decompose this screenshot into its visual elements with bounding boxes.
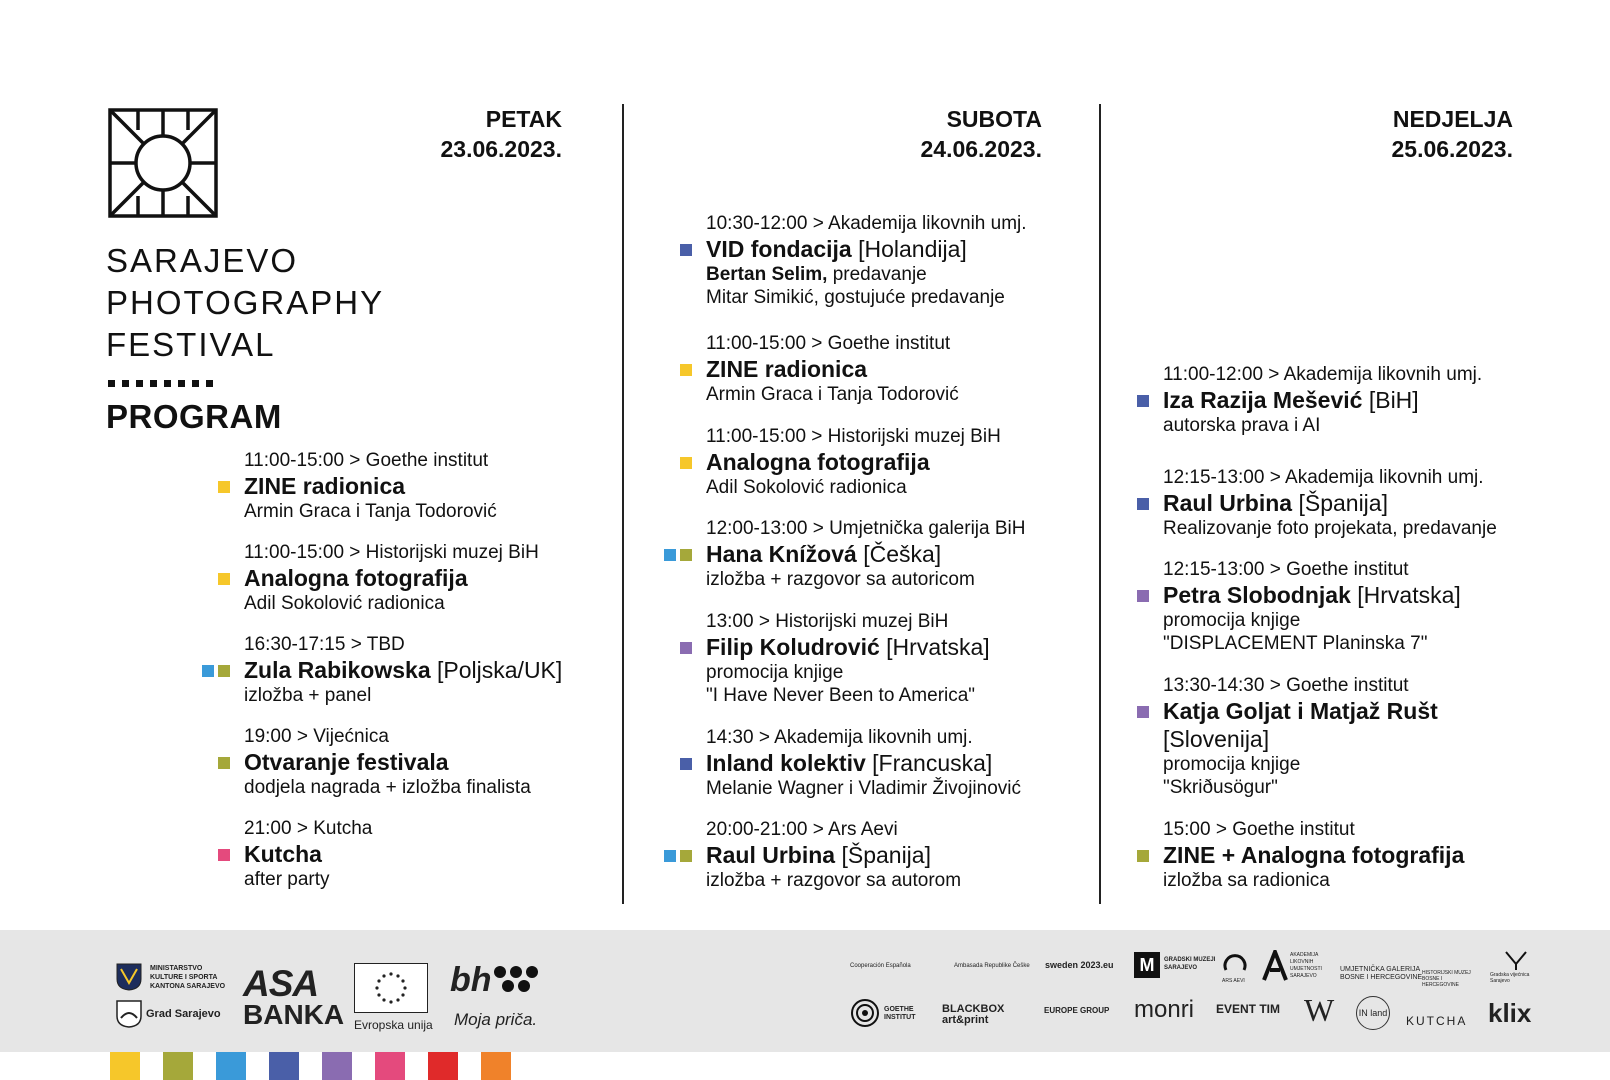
event-title bbox=[244, 656, 562, 684]
swatch-blue bbox=[216, 1052, 246, 1080]
swatch-navy bbox=[269, 1052, 299, 1080]
event-category-markers bbox=[1137, 395, 1149, 407]
category-marker-olive bbox=[680, 850, 692, 862]
event-category-markers bbox=[1137, 590, 1149, 602]
sponsor-cz-embassy: Ambasada Republike Češke bbox=[954, 963, 1030, 969]
sponsor-event-tim: EVENT TIM bbox=[1216, 1002, 1281, 1016]
event-title bbox=[706, 540, 1025, 568]
sponsor-ars-aevi: ARS AEVI bbox=[1222, 978, 1245, 984]
event-title-name: Analogna fotografija bbox=[244, 565, 468, 591]
event-category-markers bbox=[218, 481, 230, 493]
event-time-location: 12:15-13:00 > Goethe institut bbox=[1163, 559, 1409, 580]
event-time-location: 11:00-12:00 > Akademija likovnih umj. bbox=[1163, 364, 1483, 385]
event-title-name: Raul Urbina bbox=[1163, 490, 1293, 516]
event-category-markers bbox=[664, 549, 692, 561]
vijecnica-icon bbox=[1504, 950, 1528, 970]
event-country: [BiH] bbox=[1362, 387, 1419, 413]
alu-icon bbox=[1262, 950, 1288, 982]
event-title bbox=[706, 448, 1001, 476]
event-category-markers bbox=[218, 757, 230, 769]
program-event bbox=[1163, 675, 1438, 799]
category-marker-blue bbox=[664, 549, 676, 561]
event-time-location: 15:00 > Goethe institut bbox=[1163, 819, 1355, 840]
event-title bbox=[706, 235, 1027, 263]
event-title bbox=[1163, 489, 1497, 517]
program-event bbox=[244, 634, 562, 707]
event-description: dodjela nagrada + izložba finalista bbox=[244, 777, 531, 798]
category-marker-blue bbox=[202, 665, 214, 677]
grad-crest-icon bbox=[116, 1000, 142, 1028]
event-country: [Hrvatska] bbox=[879, 634, 990, 660]
sponsor-europe-group: EUROPE GROUP bbox=[1044, 1006, 1110, 1015]
bh-logo-text: bh bbox=[450, 961, 492, 999]
gradski-muzeji-icon: M bbox=[1134, 952, 1160, 978]
event-description: promocija knjige bbox=[1163, 610, 1301, 631]
day-date: 23.06.2023. bbox=[440, 136, 562, 162]
category-marker-olive bbox=[1137, 850, 1149, 862]
banka-logo-text: BANKA bbox=[243, 999, 345, 1030]
program-event bbox=[706, 819, 961, 892]
event-time-location: 12:00-13:00 > Umjetnička galerija BiH bbox=[706, 518, 1026, 539]
event-description: "DISPLACEMENT Planinska 7" bbox=[1163, 633, 1428, 654]
swatch-orange bbox=[481, 1052, 511, 1080]
event-description: Realizovanje foto projekata, predavanje bbox=[1163, 518, 1497, 539]
bh-dots-icon bbox=[492, 964, 540, 994]
program-event bbox=[706, 611, 990, 707]
event-description: Melanie Wagner i Vladimir Živojinović bbox=[706, 778, 1022, 799]
sponsor-blackbox: BLACKBOX art&print bbox=[942, 1003, 1005, 1026]
event-description: autorska prava i AI bbox=[1163, 415, 1321, 436]
event-time-location: 20:00-21:00 > Ars Aevi bbox=[706, 819, 898, 840]
category-marker-yellow bbox=[680, 457, 692, 469]
category-marker-pink bbox=[218, 849, 230, 861]
category-marker-olive bbox=[218, 665, 230, 677]
sponsor-gradski-muzeji: GRADSKI MUZEJI SARAJEVO bbox=[1164, 957, 1216, 971]
event-country: [Francuska] bbox=[865, 750, 993, 776]
category-marker-yellow bbox=[218, 573, 230, 585]
sponsor-klix: klix bbox=[1488, 998, 1532, 1028]
swatch-purple bbox=[322, 1052, 352, 1080]
sponsor-ugbih: UMJETNIČKA GALERIJA BOSNE I HERCEGOVINE bbox=[1340, 966, 1423, 981]
event-title bbox=[244, 564, 539, 592]
event-title bbox=[706, 749, 1021, 777]
category-marker-yellow bbox=[680, 364, 692, 376]
asa-logo-text: ASA bbox=[243, 963, 319, 1004]
festival-logo-icon bbox=[108, 108, 218, 218]
event-speaker-role: predavanje bbox=[827, 264, 927, 285]
event-title-name: Petra Slobodnjak bbox=[1163, 582, 1351, 608]
event-time-location: 11:00-15:00 > Goethe institut bbox=[706, 333, 951, 354]
sponsor-strip bbox=[0, 930, 1610, 1052]
festival-title bbox=[106, 240, 384, 366]
event-title bbox=[706, 633, 990, 661]
event-title-name: Analogna fotografija bbox=[706, 449, 930, 475]
event-description: Mitar Simikić, gostujuće predavanje bbox=[706, 287, 1005, 308]
event-category-markers bbox=[1137, 706, 1149, 718]
event-title-name: Kutcha bbox=[244, 841, 322, 867]
event-description: "Skriðusögur" bbox=[1163, 777, 1278, 798]
event-description: Adil Sokolović radionica bbox=[244, 593, 445, 614]
program-event bbox=[244, 818, 372, 891]
sponsor-monri: monri bbox=[1134, 996, 1195, 1023]
event-title bbox=[1163, 386, 1482, 414]
event-description: izložba + razgovor sa autorom bbox=[706, 870, 962, 891]
event-time-location: 13:00 > Historijski muzej BiH bbox=[706, 611, 949, 632]
program-heading: PROGRAM bbox=[106, 398, 282, 435]
event-country: [Španija] bbox=[835, 842, 931, 868]
event-title-name: ZINE + Analogna fotografija bbox=[1163, 842, 1465, 868]
event-description: promocija knjige bbox=[1163, 754, 1301, 775]
program-event bbox=[1163, 467, 1497, 540]
event-title-name: Otvaranje festivala bbox=[244, 749, 449, 775]
event-description: Armin Graca i Tanja Todorović bbox=[706, 384, 959, 405]
event-title-name: VID fondacija bbox=[706, 236, 852, 262]
bh-tagline: Moja priča. bbox=[454, 1010, 538, 1029]
category-marker-blue bbox=[664, 850, 676, 862]
festival-title-line: PHOTOGRAPHY bbox=[106, 284, 385, 321]
sponsor-hmbih: HISTORIJSKI MUZEJ BOSNE I HERCEGOVINE bbox=[1422, 970, 1471, 988]
event-description: Adil Sokolović radionica bbox=[706, 477, 907, 498]
event-description: izložba sa radionica bbox=[1163, 870, 1330, 891]
sponsor-inland: IN land bbox=[1356, 996, 1390, 1030]
sponsor-alu: AKADEMIJA LIKOVNIH UMJETNOSTI SARAJEVO bbox=[1290, 952, 1322, 979]
event-category-markers bbox=[218, 849, 230, 861]
event-speaker-name: Bertan Selim, bbox=[706, 264, 828, 285]
event-title bbox=[244, 748, 531, 776]
category-marker-purple bbox=[1137, 590, 1149, 602]
dotted-divider bbox=[108, 380, 213, 387]
event-category-markers bbox=[680, 642, 692, 654]
day-name: SUBOTA bbox=[946, 106, 1042, 132]
event-time-location: 16:30-17:15 > TBD bbox=[244, 634, 405, 655]
program-event bbox=[706, 426, 1001, 499]
category-marker-purple bbox=[680, 642, 692, 654]
program-event bbox=[706, 333, 959, 406]
category-marker-olive bbox=[218, 757, 230, 769]
festival-title-line: FESTIVAL bbox=[106, 326, 276, 363]
ministry-crest-icon bbox=[116, 963, 142, 991]
event-category-markers bbox=[680, 364, 692, 376]
event-title-name: Inland kolektiv bbox=[706, 750, 866, 776]
day-name: PETAK bbox=[485, 106, 562, 132]
event-category-markers bbox=[680, 758, 692, 770]
program-event bbox=[706, 518, 1025, 591]
goethe-icon bbox=[850, 998, 880, 1028]
category-marker-olive bbox=[680, 549, 692, 561]
program-event bbox=[1163, 364, 1482, 437]
event-description: izložba + panel bbox=[244, 685, 372, 706]
event-category-markers bbox=[218, 573, 230, 585]
event-title bbox=[706, 355, 959, 383]
sponsor-goethe: GOETHE INSTITUT bbox=[884, 1006, 916, 1021]
program-event bbox=[244, 726, 531, 799]
swatch-pink bbox=[375, 1052, 405, 1080]
event-time-location: 21:00 > Kutcha bbox=[244, 818, 373, 839]
event-description: after party bbox=[244, 869, 330, 890]
event-category-markers bbox=[1137, 498, 1149, 510]
event-country: [Španija] bbox=[1292, 490, 1388, 516]
sponsor-vijecnica: Gradska vijećnica Sarajevo bbox=[1490, 972, 1530, 984]
event-title bbox=[1163, 697, 1438, 725]
program-event bbox=[706, 727, 1021, 800]
event-time-location: 11:00-15:00 > Goethe institut bbox=[244, 450, 489, 471]
event-category-markers bbox=[202, 665, 230, 677]
festival-title-line: SARAJEVO bbox=[106, 242, 299, 279]
event-category-markers bbox=[664, 850, 692, 862]
event-title-name: Iza Razija Mešević bbox=[1163, 387, 1363, 413]
event-title-name: ZINE radionica bbox=[244, 473, 406, 499]
ministry-label: MINISTARSTVO KULTURE I SPORTA KANTONA SARAJEVO bbox=[150, 965, 226, 990]
event-title-name: ZINE radionica bbox=[706, 356, 868, 382]
event-country: [Hrvatska] bbox=[1350, 582, 1461, 608]
event-country: [Češka] bbox=[856, 541, 942, 567]
column-divider bbox=[622, 104, 624, 904]
event-category-markers bbox=[680, 457, 692, 469]
event-time-location: 19:00 > Vijećnica bbox=[244, 726, 389, 747]
color-swatches bbox=[110, 1052, 511, 1080]
event-title bbox=[244, 840, 372, 868]
event-description: promocija knjige bbox=[706, 662, 844, 683]
event-description: "I Have Never Been to America" bbox=[706, 685, 976, 706]
event-time-location: 11:00-15:00 > Historijski muzej BiH bbox=[244, 542, 539, 563]
event-time-location: 11:00-15:00 > Historijski muzej BiH bbox=[706, 426, 1001, 447]
event-category-markers bbox=[1137, 850, 1149, 862]
program-event bbox=[706, 213, 1027, 309]
eu-flag-icon bbox=[354, 963, 428, 1013]
event-title-name: Hana Knížová bbox=[706, 541, 857, 567]
day-date: 24.06.2023. bbox=[920, 136, 1042, 162]
day-name: NEDJELJA bbox=[1392, 106, 1513, 132]
event-speaker bbox=[706, 263, 1027, 286]
event-description: Armin Graca i Tanja Todorović bbox=[244, 501, 497, 522]
event-title bbox=[244, 472, 497, 500]
grad-sarajevo-label: Grad Sarajevo bbox=[146, 1008, 221, 1020]
event-time-location: 12:15-13:00 > Akademija likovnih umj. bbox=[1163, 467, 1484, 488]
swatch-yellow bbox=[110, 1052, 140, 1080]
event-title bbox=[1163, 841, 1464, 869]
column-divider bbox=[1099, 104, 1101, 904]
sponsor-sweden: sweden 2023.eu bbox=[1045, 960, 1114, 970]
category-marker-yellow bbox=[218, 481, 230, 493]
day-date: 25.06.2023. bbox=[1391, 136, 1513, 162]
eu-label: Evropska unija bbox=[354, 1018, 433, 1032]
event-title-name: Raul Urbina bbox=[706, 842, 836, 868]
category-marker-purple bbox=[1137, 706, 1149, 718]
program-event bbox=[244, 542, 539, 615]
ars-aevi-icon bbox=[1222, 950, 1248, 976]
event-title-name: Zula Rabikowska bbox=[244, 657, 431, 683]
swatch-olive bbox=[163, 1052, 193, 1080]
day-header-subota bbox=[860, 104, 1042, 164]
event-country: [Slovenija] bbox=[1163, 726, 1270, 752]
event-time-location: 14:30 > Akademija likovnih umj. bbox=[706, 727, 973, 748]
event-time-location: 10:30-12:00 > Akademija likovnih umj. bbox=[706, 213, 1027, 234]
category-marker-navy bbox=[680, 758, 692, 770]
event-title bbox=[706, 841, 961, 869]
sponsor-cooperacion: Cooperación Española bbox=[850, 963, 911, 969]
event-country: [Poljska/UK] bbox=[430, 657, 563, 683]
category-marker-navy bbox=[1137, 498, 1149, 510]
event-title-name: Filip Koludrović bbox=[706, 634, 880, 660]
event-country: [Holandija] bbox=[851, 236, 967, 262]
category-marker-navy bbox=[1137, 395, 1149, 407]
sponsor-kutcha: KUTCHA bbox=[1406, 1014, 1468, 1028]
program-event bbox=[244, 450, 497, 523]
event-category-markers bbox=[680, 244, 692, 256]
event-time-location: 13:30-14:30 > Goethe institut bbox=[1163, 675, 1409, 696]
program-event bbox=[1163, 819, 1464, 892]
swatch-red bbox=[428, 1052, 458, 1080]
day-header-petak bbox=[380, 104, 562, 164]
event-title bbox=[1163, 581, 1461, 609]
day-header-nedjelja bbox=[1330, 104, 1513, 164]
event-description: izložba + razgovor sa autoricom bbox=[706, 569, 975, 590]
sponsor-w: W bbox=[1304, 992, 1335, 1028]
category-marker-navy bbox=[680, 244, 692, 256]
program-event bbox=[1163, 559, 1461, 655]
event-title-name: Katja Goljat i Matjaž Rušt bbox=[1163, 698, 1438, 724]
